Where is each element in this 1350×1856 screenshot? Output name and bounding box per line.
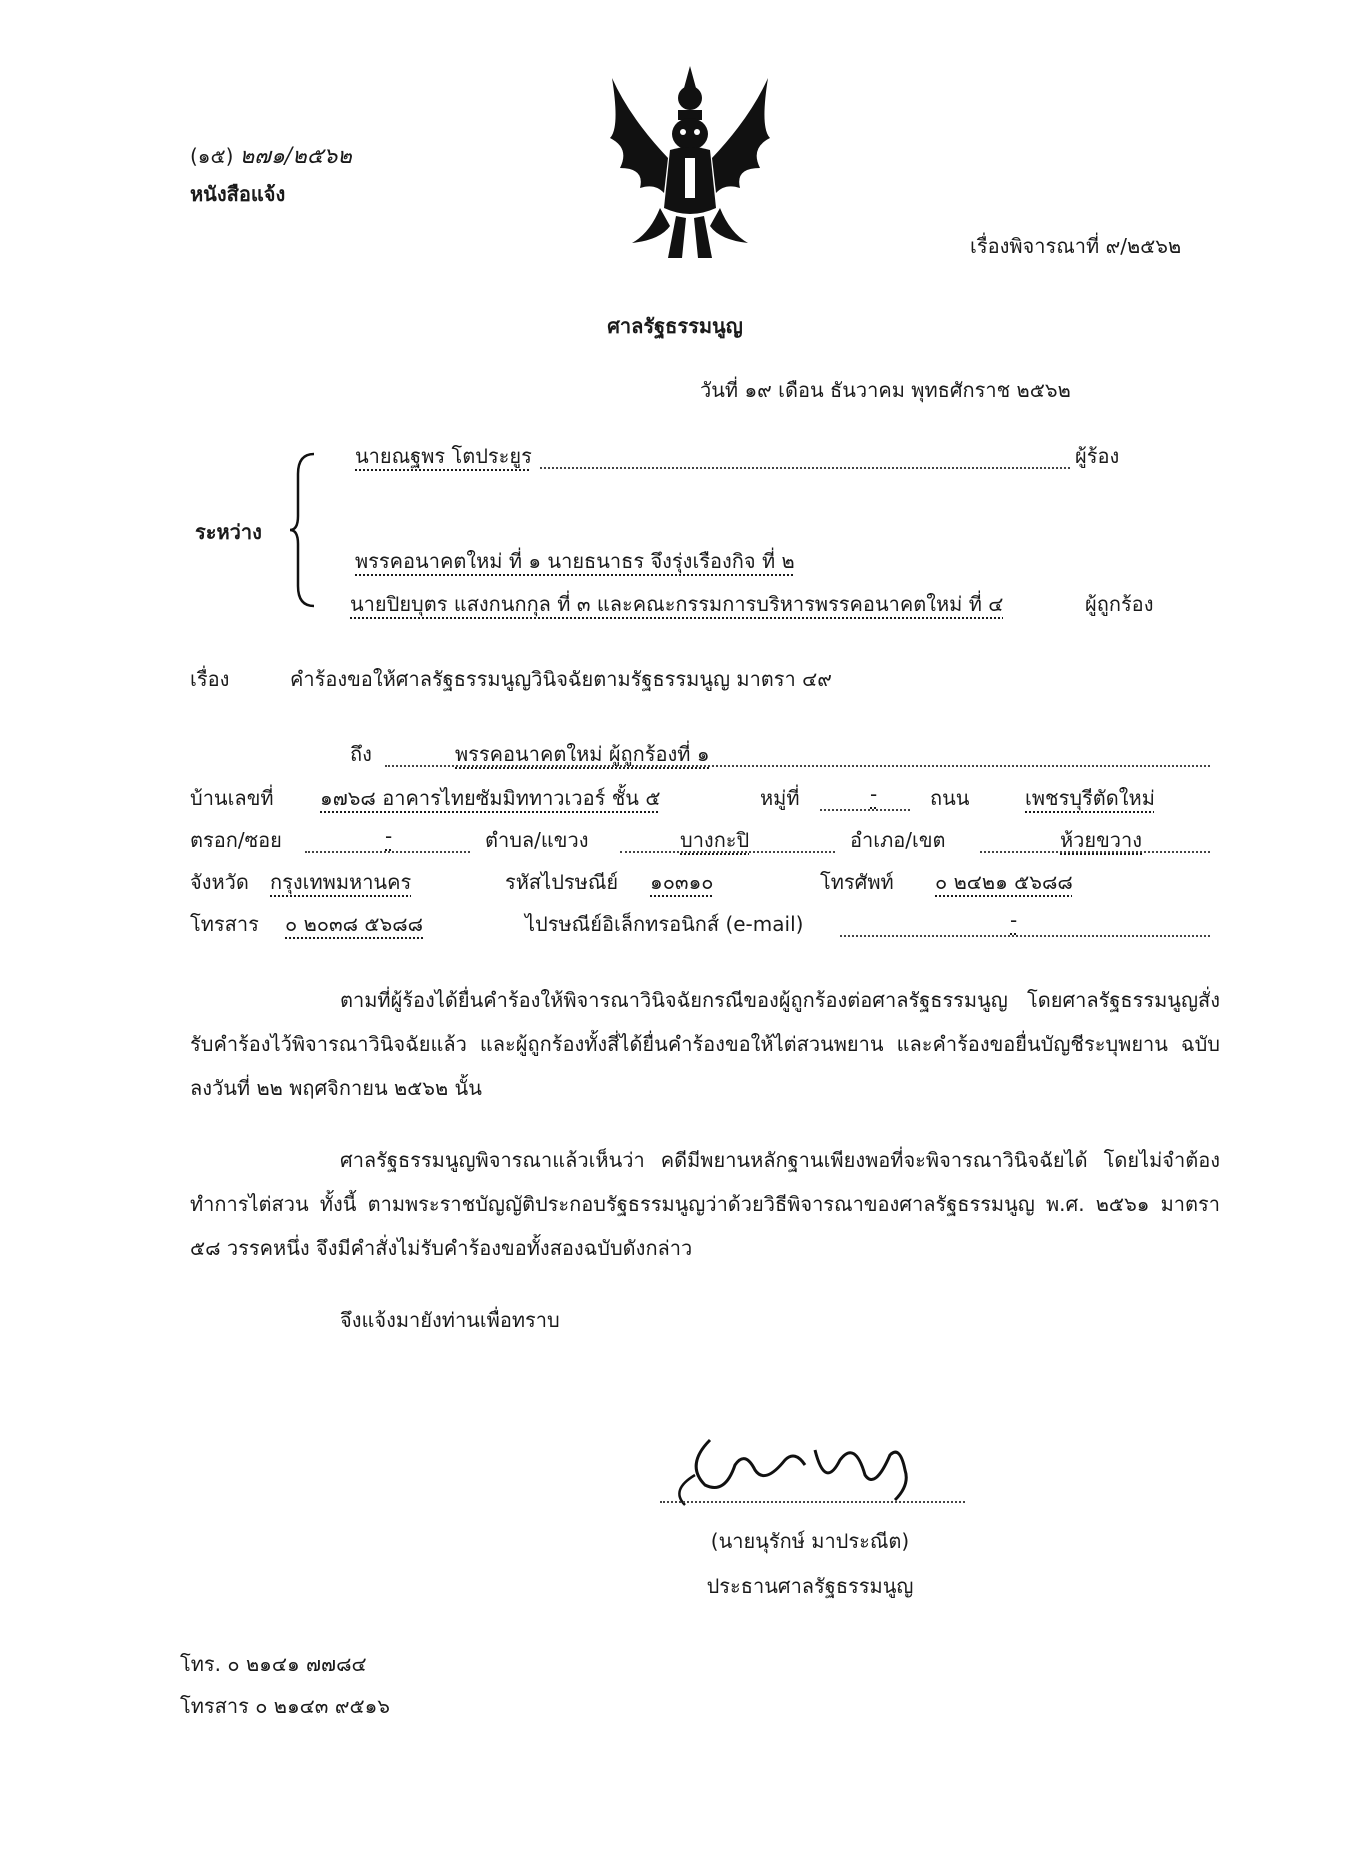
footer-fax: โทรสาร ๐ ๒๑๔๓ ๙๕๑๖ — [180, 1694, 390, 1718]
signer-name: (นายนุรักษ์ มาประณีต) — [710, 1529, 910, 1553]
moo-value: - — [870, 782, 878, 806]
province-value: กรุงเทพมหานคร — [270, 870, 412, 894]
soi-label: ตรอก/ซอย — [190, 828, 282, 852]
signature-line — [660, 1500, 965, 1503]
postcode-label: รหัสไปรษณีย์ — [505, 870, 619, 894]
postcode-value: ๑๐๓๑๐ — [650, 870, 714, 894]
subject-label: เรื่อง — [190, 667, 230, 691]
closing-line: จึงแจ้งมายังท่านเพื่อทราบ — [340, 1308, 560, 1332]
district-label: อำเภอ/เขต — [850, 828, 946, 852]
soi-dots — [305, 850, 470, 853]
email-dots — [840, 934, 1210, 937]
case-line — [970, 230, 1181, 262]
soi-value: - — [385, 824, 393, 848]
house-label: บ้านเลขที่ — [190, 786, 274, 810]
email-label: ไปรษณีย์อิเล็กทรอนิกส์ (e-mail) — [525, 912, 804, 936]
case-number: ๙/๒๕๖๒ — [1105, 234, 1182, 258]
fax-value: ๐ ๒๐๓๘ ๕๖๘๘ — [285, 912, 424, 936]
ref-prefix: (๑๕) — [190, 144, 234, 168]
date-line: วันที่ ๑๙ เดือน ธันวาคม พุทธศักราช ๒๕๖๒ — [700, 378, 1071, 402]
brace — [288, 450, 318, 610]
ref-line — [190, 138, 352, 173]
petitioner-name: นายณฐพร โตประยูร — [355, 444, 532, 468]
subdistrict-value: บางกะปิ — [680, 828, 750, 852]
signature-scribble — [665, 1420, 945, 1510]
phone-value: ๐ ๒๔๒๑ ๕๖๘๘ — [935, 870, 1073, 894]
email-value: - — [1010, 908, 1018, 932]
ref-number: ๒๗๑/๒๕๖๒ — [239, 144, 352, 169]
moo-dots — [820, 808, 910, 811]
road-label: ถนน — [930, 786, 970, 810]
between-label: ระหว่าง — [195, 520, 262, 544]
phone-label: โทรศัพท์ — [820, 870, 894, 894]
body-paragraph-2: ศาลรัฐธรรมนูญพิจารณาแล้วเห็นว่า คดีมีพยานหลักฐานเพียงพอที่จะพิจารณาวินิจฉัยได้ โดยไม่จำต้องทำการไต่สวน ทั้งนี้ ตามพระราชบัญญัติประกอบรัฐธรรมนูญว่าด้วยวิธีพิจารณาของศาลรัฐธรรมนูญ พ.ศ. ๒๕๖๑ มาตรา ๕๘ วรรคหนึ่ง จึงมีคำสั่งไม่รับคำร้องขอทั้งสองฉบับดังกล่าว — [190, 1148, 1220, 1260]
court-name: ศาลรัฐธรรมนูญ — [607, 314, 743, 338]
to-label: ถึง — [350, 742, 372, 766]
to-dots — [385, 764, 1210, 767]
signer-title: ประธานศาลรัฐธรรมนูญ — [706, 1574, 914, 1598]
doc-type: หนังสือแจ้ง — [190, 182, 286, 206]
petitioner-role: ผู้ร้อง — [1075, 444, 1120, 468]
province-label: จังหวัด — [190, 870, 249, 894]
subject-text: คำร้องขอให้ศาลรัฐธรรมนูญวินิจฉัยตามรัฐธรรมนูญ มาตรา ๔๙ — [290, 667, 832, 691]
moo-label: หมู่ที่ — [760, 786, 800, 810]
subdistrict-label: ตำบล/แขวง — [485, 828, 589, 852]
respondents-line1: พรรคอนาคตใหม่ ที่ ๑ นายธนาธร จึงรุ่งเรืองกิจ ที่ ๒ — [355, 549, 795, 573]
respondents-role: ผู้ถูกร้อง — [1085, 592, 1154, 616]
garuda-emblem — [590, 58, 790, 268]
to-value: พรรคอนาคตใหม่ ผู้ถูกร้องที่ ๑ — [455, 742, 710, 766]
footer-phone: โทร. ๐ ๒๑๔๑ ๗๗๘๔ — [180, 1652, 367, 1676]
house-value: ๑๗๖๘ อาคารไทยซัมมิททาวเวอร์ ชั้น ๕ — [320, 786, 661, 810]
fax-label: โทรสาร — [190, 912, 259, 936]
road-value: เพชรบุรีตัดใหม่ — [1025, 786, 1155, 810]
district-value: ห้วยขวาง — [1060, 828, 1143, 852]
body-paragraph-1: ตามที่ผู้ร้องได้ยื่นคำร้องให้พิจารณาวินิจฉัยกรณีของผู้ถูกร้องต่อศาลรัฐธรรมนูญ โดยศาลรัฐธรรมนูญสั่งรับคำร้องไว้พิจารณาวินิจฉัยแล้ว และผู้ถูกร้องทั้งสี่ได้ยื่นคำร้องขอให้ไต่สวนพยาน และคำร้องขอยื่นบัญชีระบุพยาน ฉบับลงวันที่ ๒๒ พฤศจิกายน ๒๕๖๒ นั้น — [190, 988, 1220, 1100]
petitioner-dots — [540, 466, 1070, 469]
case-label: เรื่องพิจารณาที่ — [970, 234, 1100, 258]
respondents-line2: นายปิยบุตร แสงกนกกุล ที่ ๓ และคณะกรรมการบริหารพรรคอนาคตใหม่ ที่ ๔ — [350, 592, 1004, 616]
